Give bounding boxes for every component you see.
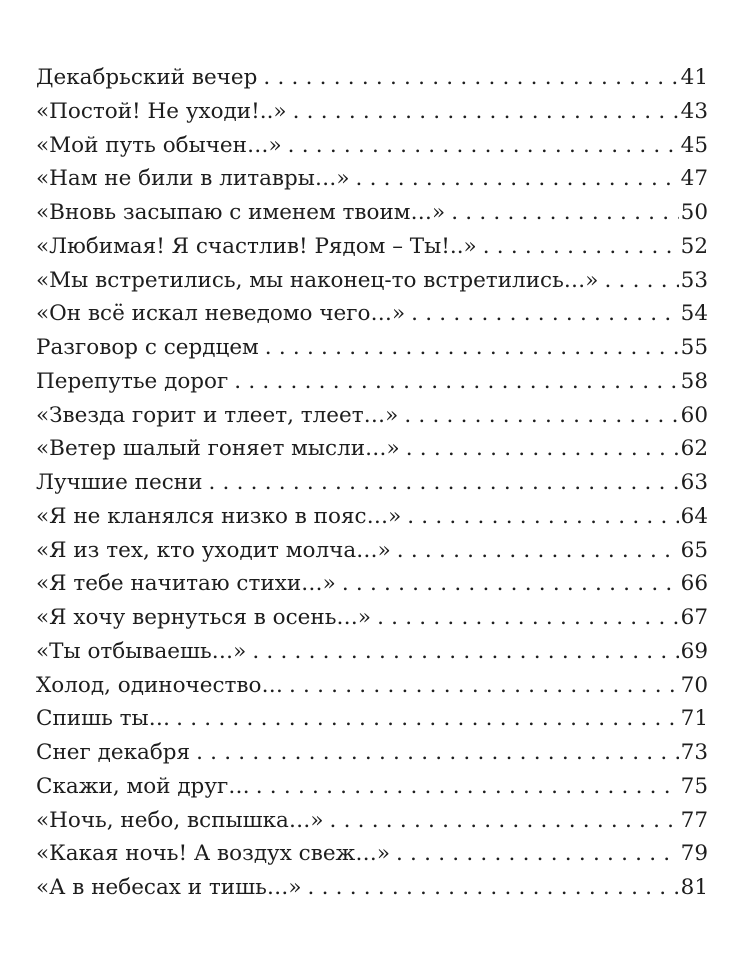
dot-leader bbox=[406, 432, 679, 466]
toc-entry-title: Перепутье дорог bbox=[36, 368, 229, 394]
toc-entry-title: «Ты отбываешь…» bbox=[36, 638, 247, 664]
dot-leader bbox=[356, 162, 679, 196]
toc-entry-title: «Я хочу вернуться в осень…» bbox=[36, 605, 372, 630]
toc-entry bbox=[36, 736, 708, 770]
dot-leader bbox=[604, 264, 678, 298]
toc-entry-title: Спишь ты… bbox=[36, 706, 171, 732]
toc-entry-page: 64 bbox=[680, 503, 708, 529]
toc-entry bbox=[36, 601, 708, 635]
toc-entry bbox=[36, 264, 708, 298]
toc-entry bbox=[36, 230, 708, 264]
toc-entry-title: «Ветер шалый гоняет мысли…» bbox=[36, 436, 400, 462]
dot-leader bbox=[293, 95, 679, 129]
dot-leader bbox=[411, 297, 679, 331]
toc-entry-page: 73 bbox=[680, 740, 708, 765]
dot-leader bbox=[256, 770, 679, 804]
toc-entry-page: 67 bbox=[680, 605, 708, 630]
toc-entry-title: «Я из тех, кто уходит молча…» bbox=[36, 537, 391, 563]
toc-entry bbox=[36, 162, 708, 196]
dot-leader bbox=[342, 567, 679, 601]
toc-entry-title: «Звезда горит и тлеет, тлеет…» bbox=[36, 402, 399, 428]
toc-entry-page: 63 bbox=[680, 470, 708, 495]
toc-entry bbox=[36, 331, 708, 365]
toc-entry-page: 43 bbox=[680, 98, 708, 124]
toc-entry-page: 60 bbox=[680, 402, 708, 428]
dot-leader bbox=[196, 736, 679, 770]
toc-entry bbox=[36, 837, 708, 871]
toc-entry-title: «Он всё искал неведомо чего…» bbox=[36, 301, 406, 327]
toc-entry-page: 54 bbox=[680, 301, 708, 327]
dot-leader bbox=[252, 635, 678, 669]
dot-leader bbox=[404, 399, 678, 433]
toc-entry-page: 45 bbox=[680, 132, 708, 158]
toc-entry-page: 77 bbox=[680, 807, 708, 833]
dot-leader bbox=[483, 230, 679, 264]
toc-entry-page: 66 bbox=[680, 571, 708, 597]
dot-leader bbox=[308, 871, 679, 905]
toc-entry-title: «Нам не били в литавры…» bbox=[36, 166, 350, 192]
toc-entry bbox=[36, 129, 708, 163]
toc-entry-page: 75 bbox=[680, 773, 708, 799]
toc-entry-page: 81 bbox=[680, 875, 708, 900]
toc-entry bbox=[36, 365, 708, 399]
toc-entry-page: 71 bbox=[680, 706, 708, 732]
toc-entry bbox=[36, 466, 708, 500]
toc-entry bbox=[36, 95, 708, 129]
toc-entry-page: 65 bbox=[680, 537, 708, 563]
toc-entry bbox=[36, 669, 708, 703]
toc-entry-page: 79 bbox=[680, 841, 708, 867]
toc-entry-page: 69 bbox=[680, 638, 708, 664]
dot-leader bbox=[288, 129, 679, 163]
dot-leader bbox=[330, 804, 679, 838]
table-of-contents bbox=[36, 61, 708, 905]
dot-leader bbox=[234, 365, 678, 399]
toc-entry bbox=[36, 871, 708, 905]
toc-entry-title: «Вновь засыпаю с именем твоим…» bbox=[36, 200, 446, 225]
dot-leader bbox=[289, 669, 679, 703]
toc-entry-page: 50 bbox=[680, 200, 708, 225]
toc-entry-title: «Постой! Не уходи!..» bbox=[36, 98, 287, 124]
toc-entry bbox=[36, 702, 708, 736]
toc-entry-title: «Ночь, небо, вспышка…» bbox=[36, 807, 324, 833]
toc-entry-title: «Я не кланялся низко в пояс…» bbox=[36, 503, 402, 529]
toc-entry bbox=[36, 567, 708, 601]
toc-entry-title: Снег декабря bbox=[36, 740, 191, 765]
dot-leader bbox=[265, 331, 679, 365]
dot-leader bbox=[396, 837, 679, 871]
toc-entry-page: 53 bbox=[680, 267, 708, 293]
toc-entry bbox=[36, 61, 708, 95]
toc-entry-page: 70 bbox=[680, 672, 708, 698]
toc-entry bbox=[36, 635, 708, 669]
dot-leader bbox=[451, 196, 678, 230]
toc-entry bbox=[36, 770, 708, 804]
dot-leader bbox=[397, 534, 679, 568]
dot-leader bbox=[377, 601, 679, 635]
toc-entry-title: Скажи, мой друг… bbox=[36, 773, 250, 799]
toc-entry-title: Лучшие песни bbox=[36, 470, 203, 495]
toc-entry-title: «Мой путь обычен…» bbox=[36, 132, 282, 158]
toc-entry-title: «Я тебе начитаю стихи…» bbox=[36, 571, 336, 597]
toc-entry bbox=[36, 534, 708, 568]
dot-leader bbox=[208, 466, 678, 500]
toc-entry bbox=[36, 196, 708, 230]
toc-entry-title: Разговор с сердцем bbox=[36, 335, 259, 360]
dot-leader bbox=[407, 500, 678, 534]
toc-entry-title: Холод, одиночество… bbox=[36, 672, 283, 698]
toc-entry-page: 52 bbox=[680, 233, 708, 259]
toc-entry-page: 58 bbox=[680, 368, 708, 394]
toc-entry-page: 62 bbox=[680, 436, 708, 462]
toc-entry-page: 55 bbox=[680, 335, 708, 360]
toc-entry bbox=[36, 500, 708, 534]
toc-entry-title: «Любимая! Я счастлив! Рядом – Ты!..» bbox=[36, 233, 477, 259]
toc-entry bbox=[36, 432, 708, 466]
toc-entry-page: 41 bbox=[680, 65, 708, 90]
toc-entry bbox=[36, 297, 708, 331]
toc-entry-title: Декабрьский вечер bbox=[36, 65, 258, 90]
toc-entry bbox=[36, 804, 708, 838]
toc-entry-title: «Мы встретились, мы наконец-то встретились…» bbox=[36, 267, 599, 293]
dot-leader bbox=[176, 702, 678, 736]
toc-entry bbox=[36, 399, 708, 433]
toc-entry-page: 47 bbox=[680, 166, 708, 192]
dot-leader bbox=[263, 61, 678, 95]
toc-entry-title: «Какая ночь! А воздух свеж…» bbox=[36, 841, 390, 867]
toc-entry-title: «А в небесах и тишь…» bbox=[36, 875, 302, 900]
